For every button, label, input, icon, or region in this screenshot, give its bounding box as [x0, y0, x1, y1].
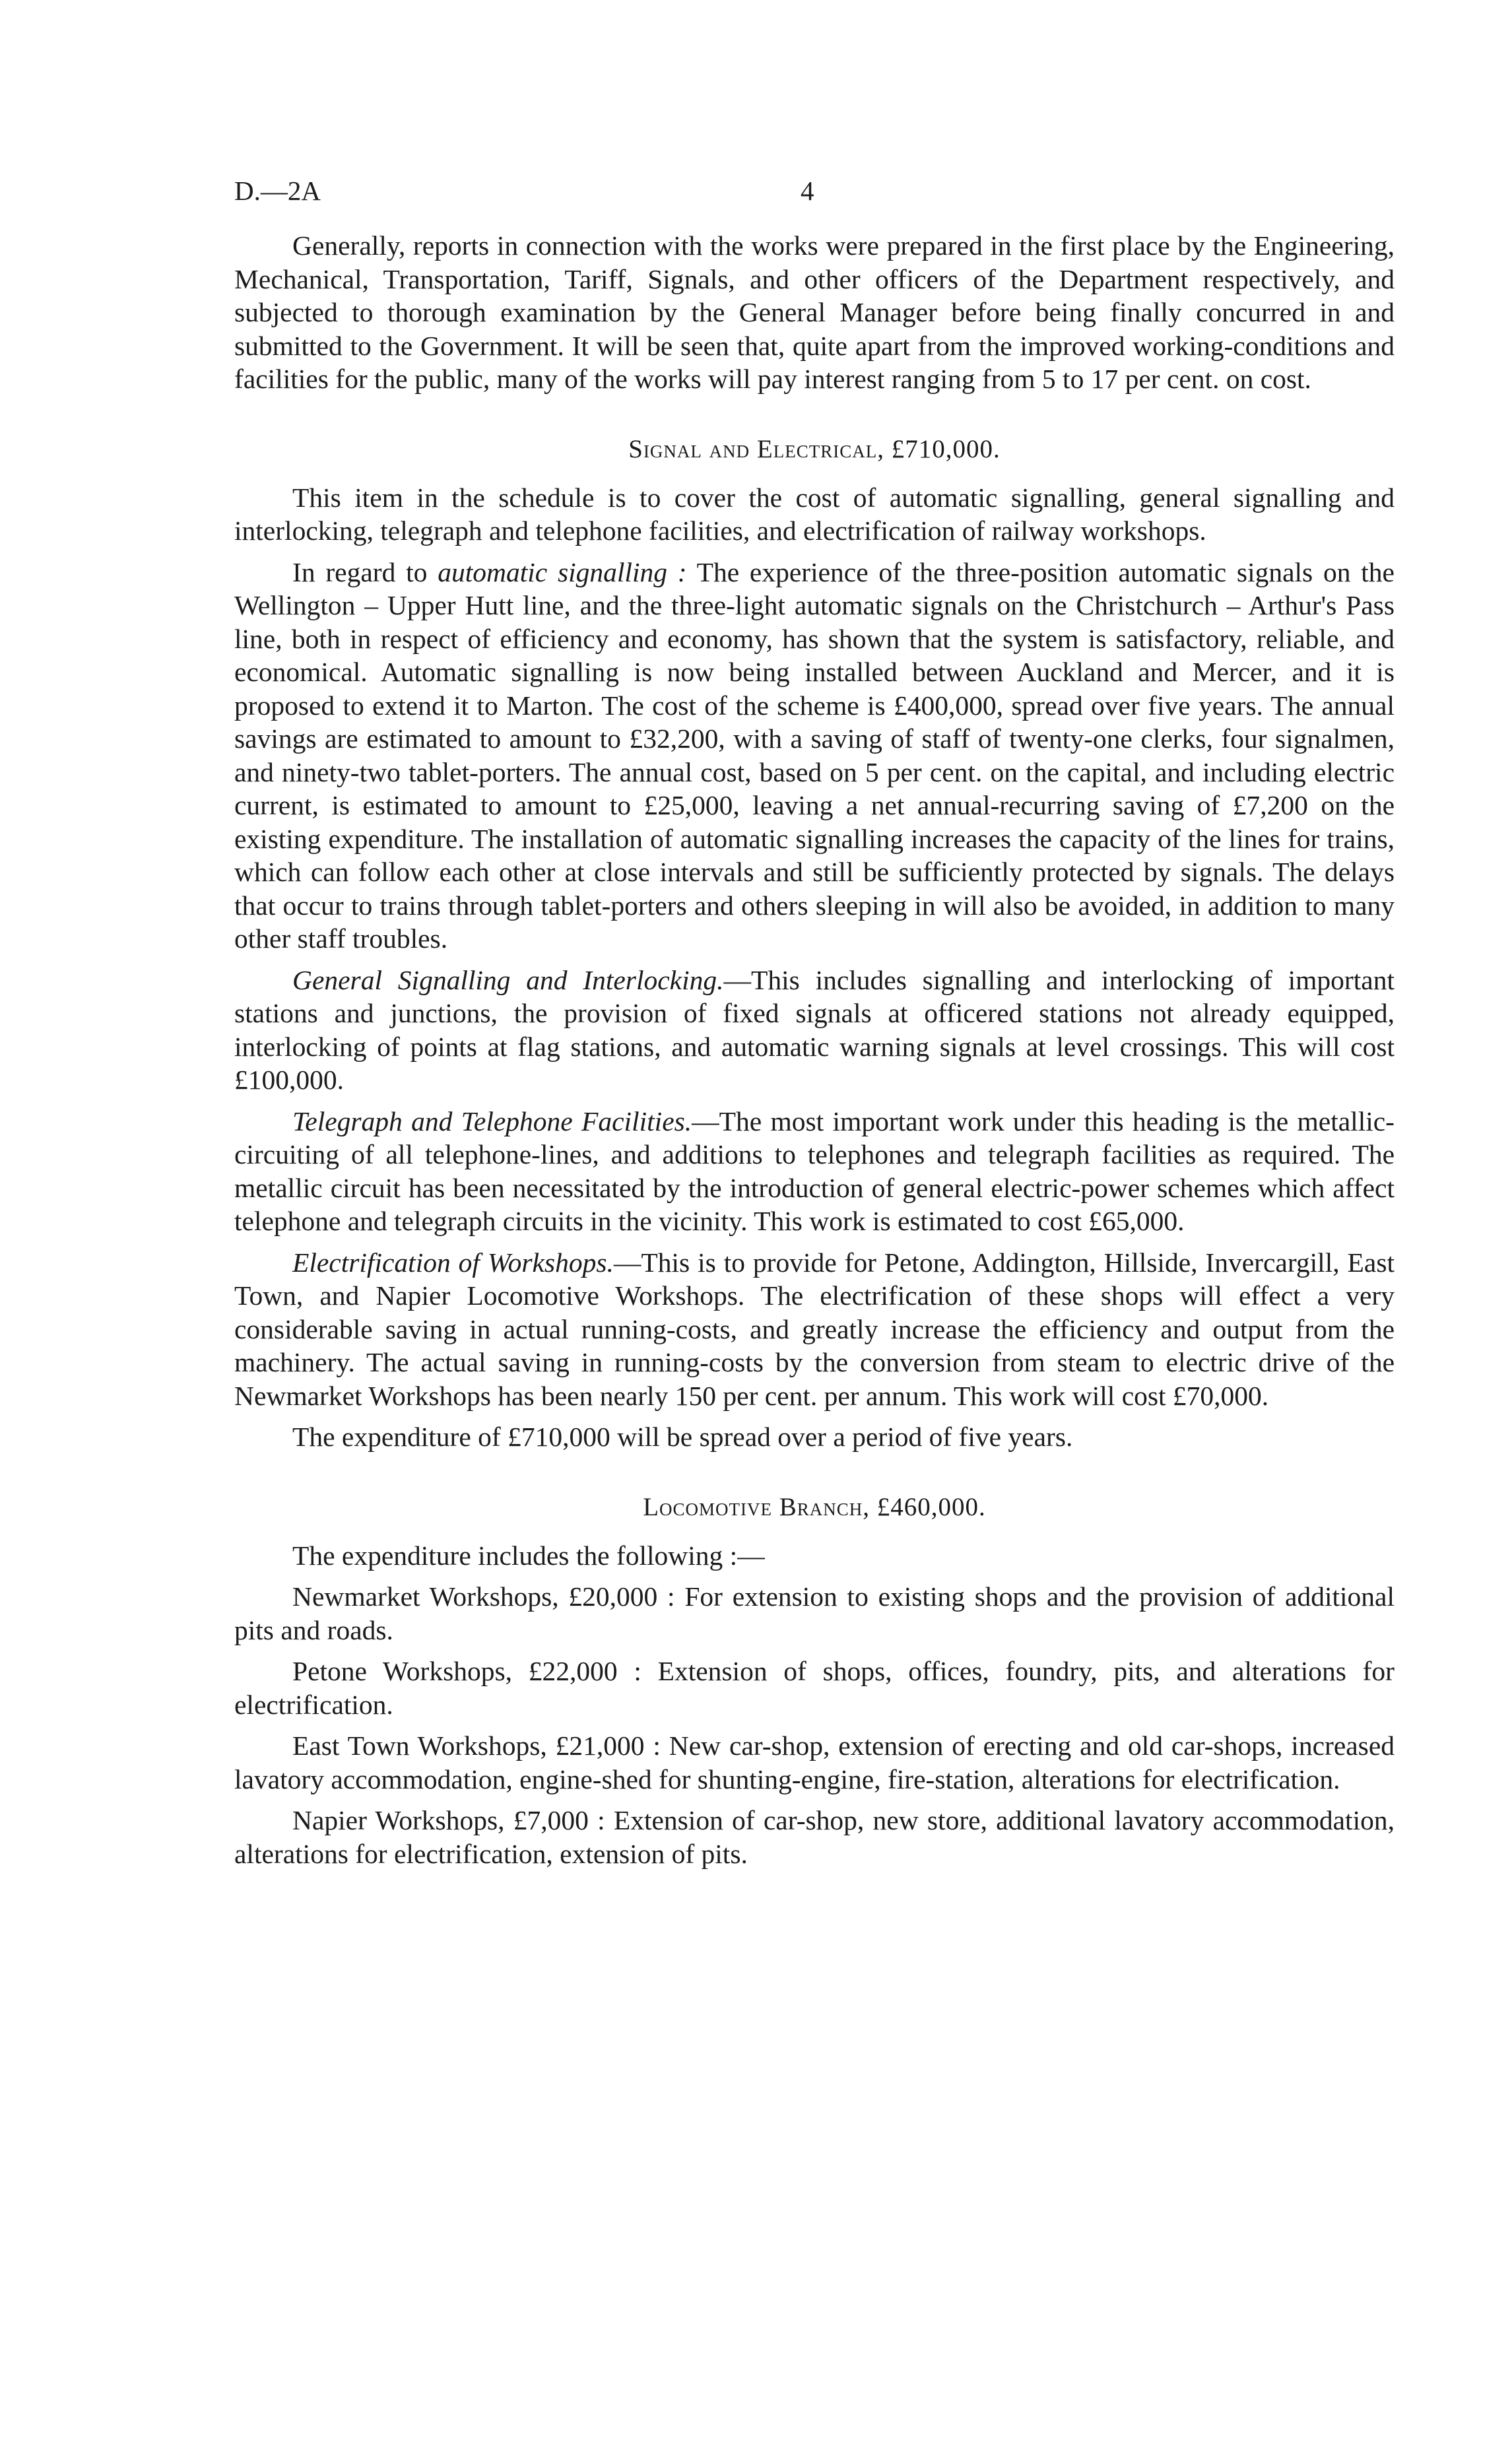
- electrification-subheading: Electrification of Workshops.: [292, 1247, 614, 1278]
- telegraph-subheading: Telegraph and Telephone Facilities.: [292, 1105, 692, 1136]
- automatic-body-text: The experience of the three-position automatic signals on the Wellington – Upper Hutt line, and the three-light automatic signals on the Christchurch – Arthur's Pass line, both in respect of efficiency and economy, has shown that the system is satisfactory, reliable, and economical. Automatic signalling is now being installed between Auckland and Mercer, and it is proposed to extend it to Marton. The cost of the scheme is £400,000, spread over five years. The annual savings are estimated to amount to £32,200, with a saving of staff of twenty-one clerks, four signalmen, and ninety-two tablet-porters. The annual cost, based on 5 per cent. on the capital, and including electric current, is estimated to amount to £25,000, leaving a net annual-recurring saving of £7,200 on the existing expenditure. The installation of automatic signalling increases the capacity of the lines for trains, which can follow each other at close intervals and still be sufficiently protected by signals. The delays that occur to trains through tablet-porters and others sleeping in will also be avoided, in addition to many other staff troubles.: [234, 556, 1395, 954]
- loco-paragraph-east-town: East Town Workshops, £21,000 : New car-shop, extension of erecting and old car-shops, increased lavatory accommodation, engine-shed for shunting-engine, fire-station, alterations for electrification.: [234, 1730, 1395, 1794]
- interlocking-body-text: —This includes signalling and interlocking of important stations and junctions, the provision of fixed signals at officered stations not already equipped, interlocking of points at flag stations, and automatic warning signals at level crossings. This will cost £100,000.: [234, 964, 1395, 1095]
- signal-paragraph-electrification: [234, 1246, 1395, 1413]
- telegraph-body-text: —The most important work under this heading is the metallic-circuiting of all telephone-lines, and additions to telephones and telegraph facilities as required. The metallic circuit has been necessitated by the introduction of general electric-power schemes which affect telephone and telegraph circuits in the vicinity. This work is estimated to cost £65,000.: [234, 1105, 1395, 1236]
- signal-paragraph-expenditure: The expenditure of £710,000 will be spread over a period of five years.: [292, 1422, 1073, 1452]
- document-reference: D.—2A: [234, 176, 321, 206]
- section-heading-locomotive-name: Locomotive Branch,: [643, 1492, 871, 1521]
- signal-paragraph-automatic: [234, 556, 1395, 956]
- section-heading-signal-amount: £710,000.: [891, 434, 1001, 463]
- running-header: [234, 175, 1395, 214]
- section-heading-signal-name: Signal and Electrical,: [628, 434, 884, 463]
- automatic-lead-text: In regard to: [292, 556, 438, 587]
- interlocking-subheading: General Signalling and Interlocking.: [292, 964, 724, 995]
- signal-paragraph-interlocking: [234, 964, 1395, 1097]
- section-heading-locomotive: [234, 1492, 1395, 1522]
- intro-paragraph: Generally, reports in connection with the works were prepared in the first place by the Engineering, Mechanical, Transportation, Tariff, Signals, and other officers of the Department respectively, and subjected to thorough examination by the General Manager before being finally concurred in and submitted to the Government. It will be seen that, quite apart from the improved working-conditions and facilities for the public, many of the works will pay interest ranging from 5 to 17 per cent. on cost.: [234, 230, 1395, 394]
- signal-paragraph-scope: This item in the schedule is to cover the cost of automatic signalling, general signalling and interlocking, telegraph and telephone facilities, and electrification of railway workshops.: [234, 482, 1395, 546]
- automatic-signalling-subheading: automatic signalling :: [438, 556, 687, 587]
- section-heading-signal: [234, 434, 1395, 464]
- section-heading-locomotive-amount: £460,000.: [876, 1492, 986, 1521]
- loco-paragraph-napier: Napier Workshops, £7,000 : Extension of car-shop, new store, additional lavatory accommodation, alterations for electrification, extension of pits.: [234, 1805, 1395, 1869]
- loco-paragraph-petone: Petone Workshops, £22,000 : Extension of shops, offices, foundry, pits, and alterations for electrification.: [234, 1656, 1395, 1720]
- loco-paragraph-newmarket: Newmarket Workshops, £20,000 : For extension to existing shops and the provision of additional pits and roads.: [234, 1581, 1395, 1645]
- signal-paragraph-telegraph: [234, 1105, 1395, 1238]
- electrification-body-text: —This is to provide for Petone, Addington, Hillside, Invercargill, East Town, and Napier Locomotive Workshops. The electrification of these shops will effect a very considerable saving in actual running-costs, and greatly increase the efficiency and output from the machinery. The actual saving in running-costs by the conversion from steam to electric drive of the Newmarket Workshops has been nearly 150 per cent. per annum. This work will cost £70,000.: [234, 1247, 1395, 1411]
- page-number: 4: [801, 176, 814, 206]
- loco-paragraph-intro: The expenditure includes the following :—: [292, 1540, 765, 1571]
- document-page: [234, 175, 1395, 1878]
